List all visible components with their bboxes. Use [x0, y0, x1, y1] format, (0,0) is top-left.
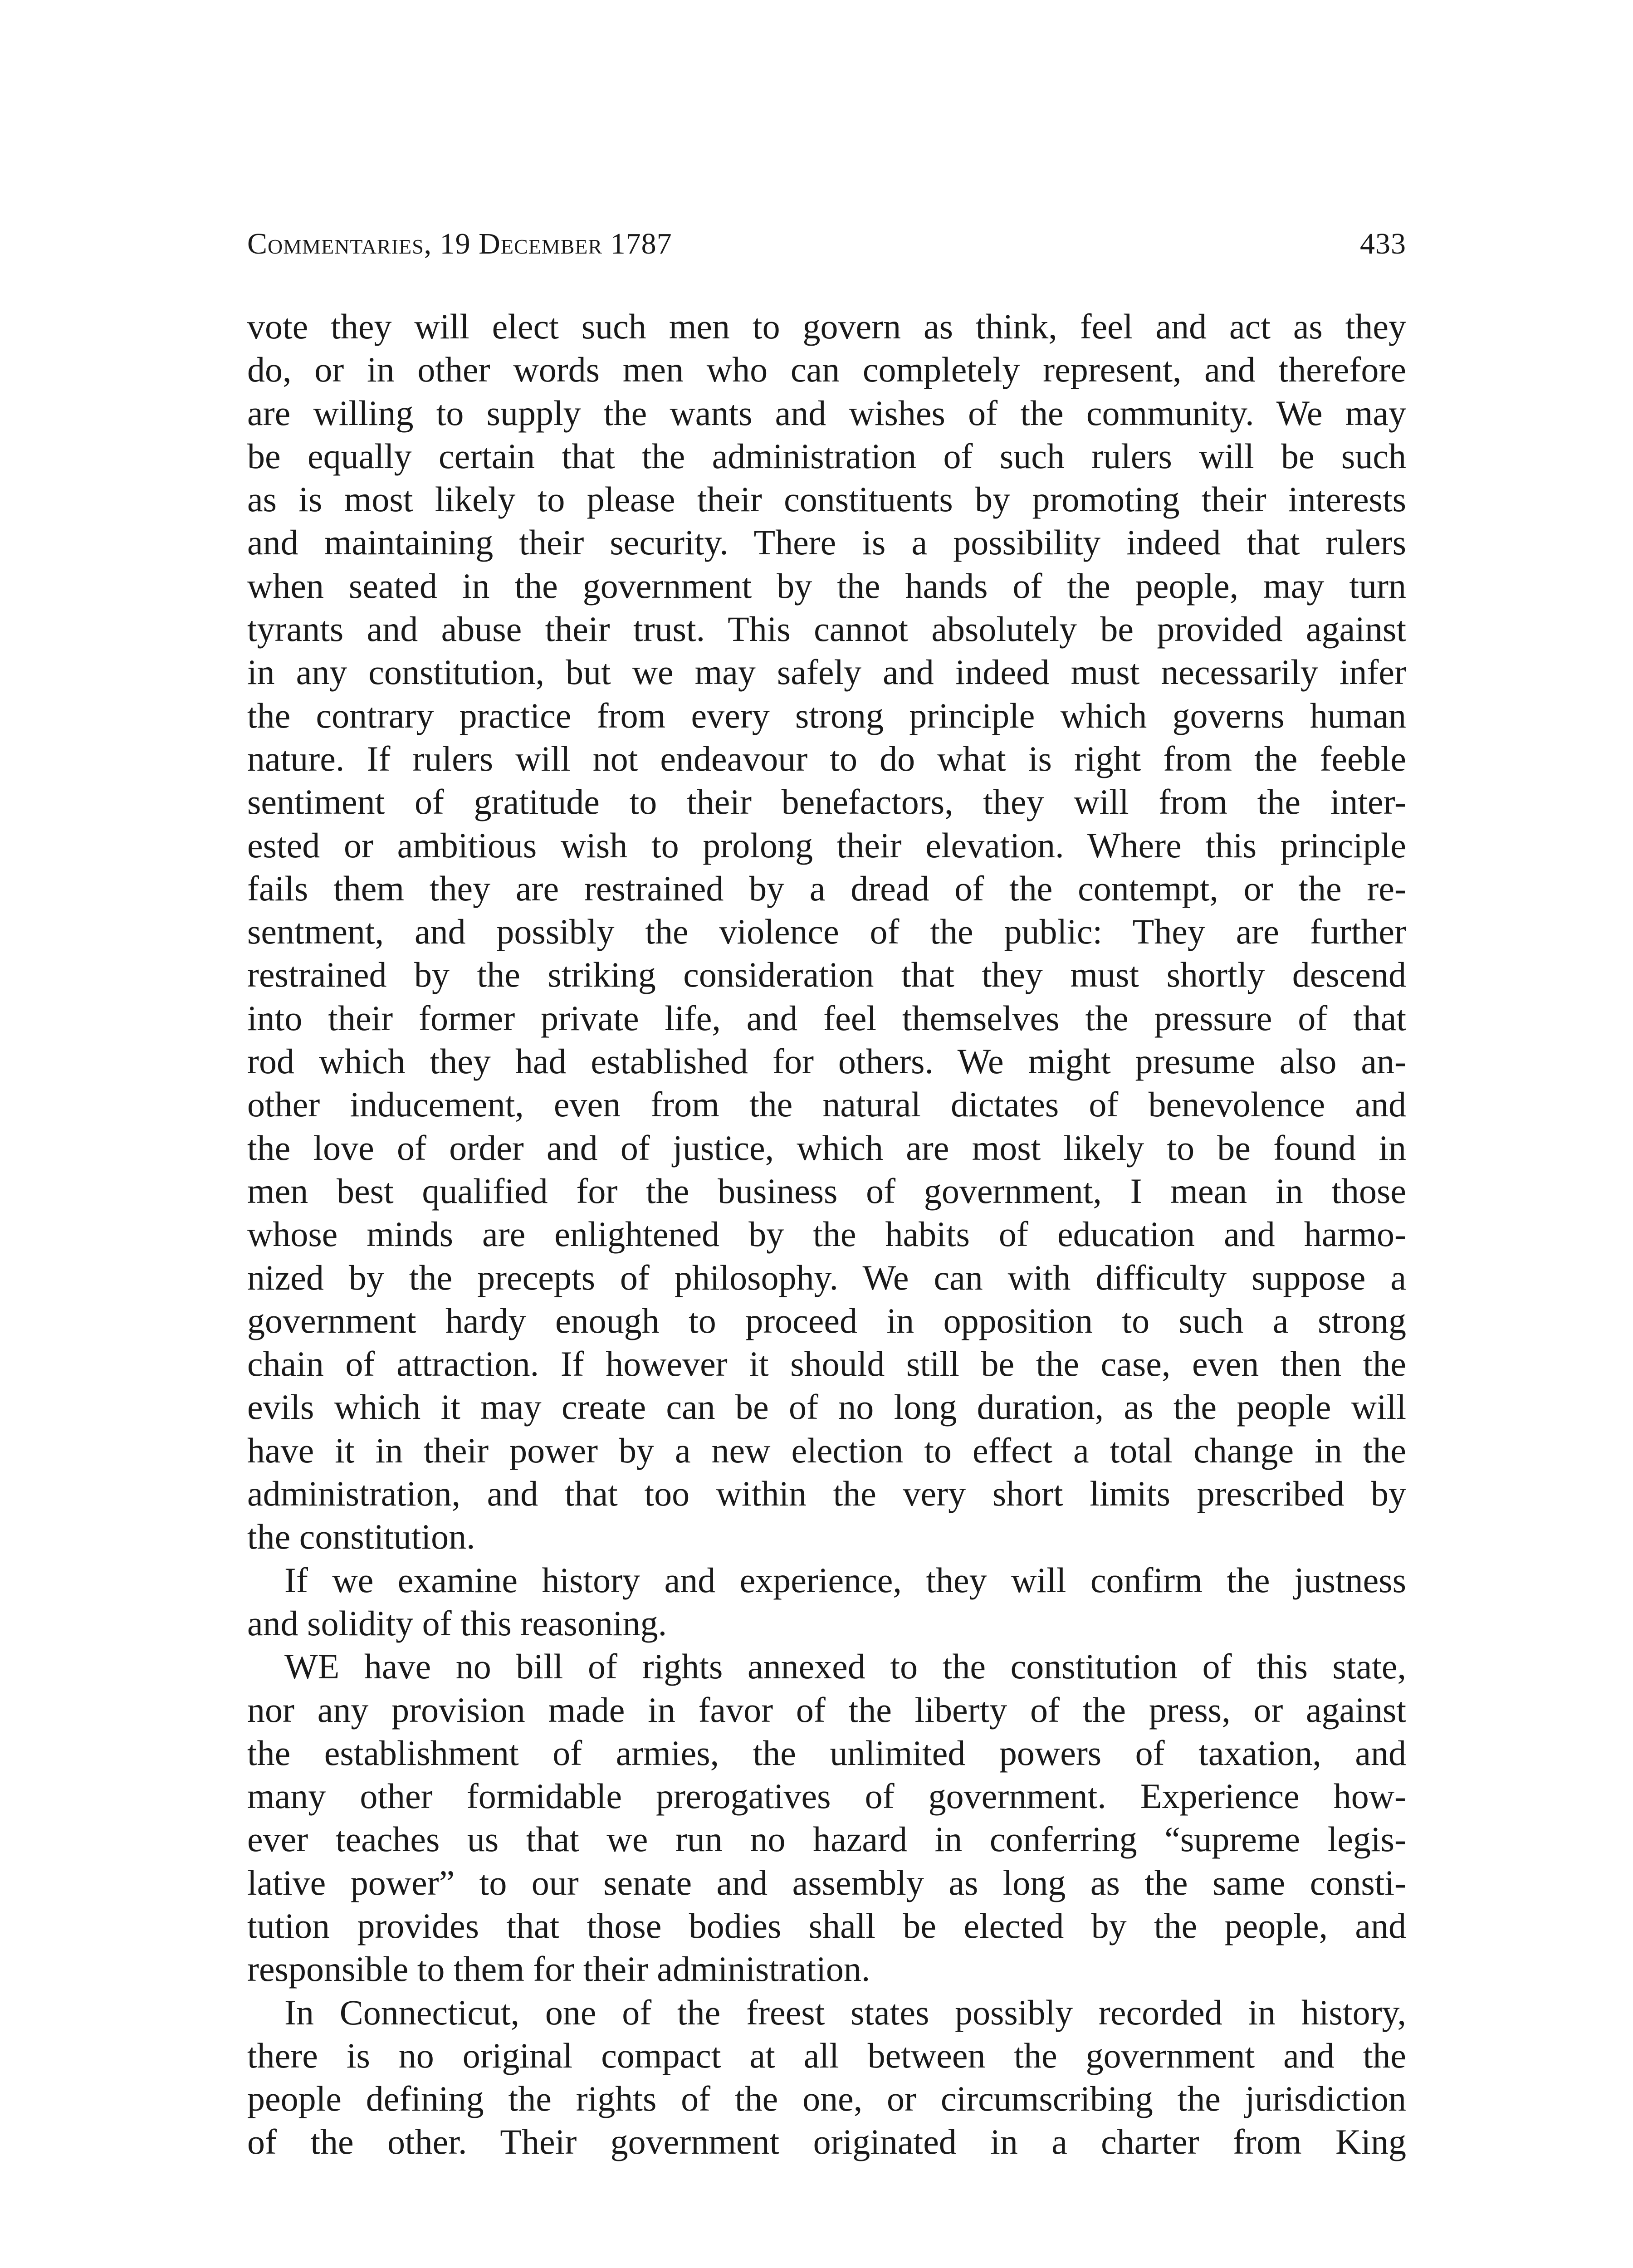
paragraph [247, 305, 1406, 1559]
text-line: government hardy enough to proceed in opposition to such a strong [247, 1300, 1406, 1340]
text-line: and maintaining their security. There is a possibility indeed that rulers [247, 523, 1406, 562]
running-head [247, 221, 1406, 267]
text-line: evils which it may create can be of no long duration, as the people will [247, 1387, 1406, 1427]
text-line: the constitution. [247, 1517, 475, 1557]
text-line: nor any provision made in favor of the liberty of the press, or against [247, 1690, 1406, 1730]
text-line: chain of attraction. If however it should still be the case, even then the [247, 1344, 1406, 1384]
text-line: sentment, and possibly the violence of the public: They are further [247, 912, 1406, 952]
text-line: do, or in other words men who can completely represent, and therefore [247, 350, 1406, 390]
text-line: the establishment of armies, the unlimited powers of taxation, and [247, 1733, 1406, 1773]
text-line: when seated in the government by the hands of the people, may turn [247, 566, 1406, 606]
text-line: tyrants and abuse their trust. This cannot absolutely be provided against [247, 609, 1406, 649]
text-line: administration, and that too within the very short limits prescribed by [247, 1474, 1406, 1514]
text-line: WE have no bill of rights annexed to the constitution of this state, [284, 1647, 1406, 1686]
text-line: whose minds are enlightened by the habits of education and harmo- [247, 1214, 1406, 1254]
page-number: 433 [1360, 227, 1406, 260]
paragraph [247, 1991, 1406, 2164]
text-line: and solidity of this reasoning. [247, 1603, 667, 1643]
text-line: many other formidable prerogatives of government. Experience how- [247, 1776, 1406, 1816]
text-line: as is most likely to please their constituents by promoting their interests [247, 479, 1406, 519]
text-line: there is no original compact at all between the government and the [247, 2035, 1406, 2075]
text-line: nature. If rulers will not endeavour to do what is right from the feeble [247, 738, 1406, 778]
text-line: If we examine history and experience, they will confirm the justness [284, 1560, 1406, 1600]
text-line: fails them they are restrained by a dread of the contempt, or the re- [247, 868, 1406, 908]
text-line: have it in their power by a new election to effect a total change in the [247, 1430, 1406, 1470]
body-text [247, 305, 1406, 2164]
text-line: lative power” to our senate and assembly as long as the same consti- [247, 1862, 1406, 1902]
text-line: sentiment of gratitude to their benefactors, they will from the inter- [247, 782, 1406, 822]
text-line: rod which they had established for others. We might presume also an- [247, 1041, 1406, 1081]
text-line: restrained by the striking consideration that they must shortly descend [247, 955, 1406, 995]
paragraph [247, 1645, 1406, 1990]
text-line: other inducement, even from the natural dictates of benevolence and [247, 1085, 1406, 1124]
text-line: the love of order and of justice, which are most likely to be found in [247, 1128, 1406, 1168]
text-line: responsible to them for their administration. [247, 1949, 870, 1989]
text-line: be equally certain that the administration of such rulers will be such [247, 436, 1406, 476]
text-line: ested or ambitious wish to prolong their elevation. Where this principle [247, 825, 1406, 865]
paragraph [247, 1559, 1406, 1645]
text-line: men best qualified for the business of government, I mean in those [247, 1171, 1406, 1211]
text-line: the contrary practice from every strong principle which governs human [247, 695, 1406, 735]
text-line: into their former private life, and feel themselves the pressure of that [247, 998, 1406, 1038]
running-head-title: Commentaries, 19 December 1787 [247, 227, 672, 260]
text-line: ever teaches us that we run no hazard in conferring “supreme legis- [247, 1819, 1406, 1859]
text-line: people defining the rights of the one, or circumscribing the jurisdiction [247, 2079, 1406, 2119]
text-line: tution provides that those bodies shall be elected by the people, and [247, 1906, 1406, 1945]
text-line: In Connecticut, one of the freest states possibly recorded in history, [284, 1992, 1406, 2032]
text-line: vote they will elect such men to govern as think, feel and act as they [247, 307, 1406, 346]
text-line: are willing to supply the wants and wishes of the community. We may [247, 393, 1406, 433]
text-line: in any constitution, but we may safely and indeed must necessarily infer [247, 652, 1406, 692]
text-line: of the other. Their government originated in a charter from King [247, 2122, 1406, 2162]
text-line: nized by the precepts of philosophy. We can with difficulty suppose a [247, 1257, 1406, 1297]
